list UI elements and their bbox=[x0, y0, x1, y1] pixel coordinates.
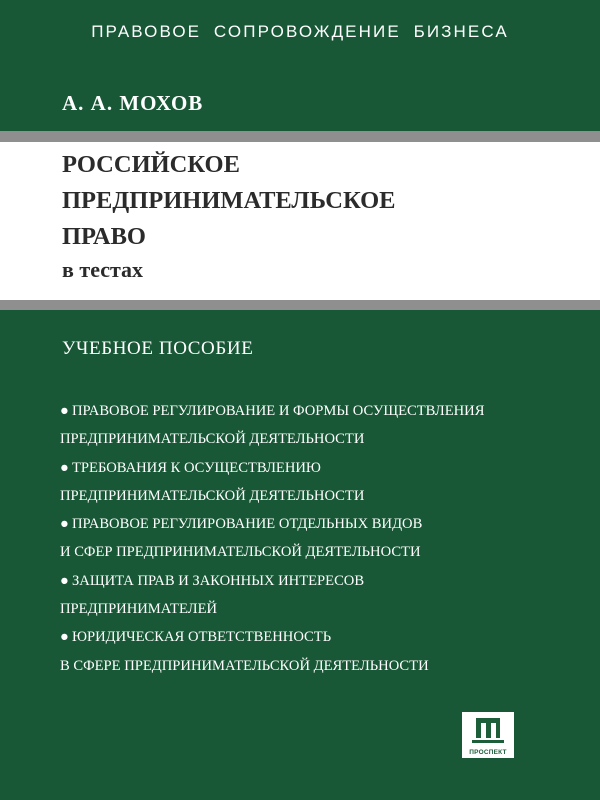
topic-text: ПРАВОВОЕ РЕГУЛИРОВАНИЕ ОТДЕЛЬНЫХ ВИДОВ bbox=[72, 516, 423, 533]
book-subtitle: в тестах bbox=[62, 257, 144, 282]
topic-text: ТРЕБОВАНИЯ К ОСУЩЕСТВЛЕНИЮ bbox=[72, 459, 321, 476]
book-title bbox=[62, 147, 396, 255]
topics-list bbox=[60, 397, 560, 680]
publisher-name: ПРОСПЕКТ bbox=[469, 749, 507, 756]
topic-text: И СФЕР ПРЕДПРИНИМАТЕЛЬСКОЙ ДЕЯТЕЛЬНОСТИ bbox=[60, 544, 421, 561]
author-name: А. А. МОХОВ bbox=[62, 91, 204, 115]
bullet-icon: ● bbox=[60, 629, 69, 646]
bottom-gray-band bbox=[0, 300, 600, 310]
topic-item bbox=[60, 567, 560, 624]
topic-text: ЗАЩИТА ПРАВ И ЗАКОННЫХ ИНТЕРЕСОВ bbox=[72, 572, 365, 589]
topic-text: ПРЕДПРИНИМАТЕЛЕЙ bbox=[60, 601, 218, 618]
topic-item bbox=[60, 454, 560, 511]
bullet-icon: ● bbox=[60, 516, 69, 533]
top-gray-band bbox=[0, 131, 600, 142]
topic-text: ПРЕДПРИНИМАТЕЛЬСКОЙ ДЕЯТЕЛЬНОСТИ bbox=[60, 431, 365, 448]
bullet-icon: ● bbox=[60, 459, 69, 476]
series-title: ПРАВОВОЕ СОПРОВОЖДЕНИЕ БИЗНЕСА bbox=[91, 22, 509, 41]
topic-text: ПРАВОВОЕ РЕГУЛИРОВАНИЕ И ФОРМЫ ОСУЩЕСТВЛЕНИЯ bbox=[72, 403, 485, 419]
topic-item bbox=[60, 397, 560, 454]
topic-text: В СФЕРЕ ПРЕДПРИНИМАТЕЛЬСКОЙ ДЕЯТЕЛЬНОСТИ bbox=[60, 657, 429, 674]
title-line-3: ПРАВО bbox=[62, 223, 146, 250]
book-type: УЧЕБНОЕ ПОСОБИЕ bbox=[62, 338, 254, 359]
title-line-2: ПРЕДПРИНИМАТЕЛЬСКОЕ bbox=[62, 187, 396, 214]
title-line-1: РОССИЙСКОЕ bbox=[62, 151, 240, 178]
topic-text: ЮРИДИЧЕСКАЯ ОТВЕТСТВЕННОСТЬ bbox=[72, 629, 332, 646]
bullet-icon: ● bbox=[60, 572, 69, 589]
topic-item bbox=[60, 623, 560, 680]
topic-item bbox=[60, 510, 560, 567]
bullet-icon: ● bbox=[60, 403, 69, 419]
topic-text: ПРЕДПРИНИМАТЕЛЬСКОЙ ДЕЯТЕЛЬНОСТИ bbox=[60, 487, 365, 504]
